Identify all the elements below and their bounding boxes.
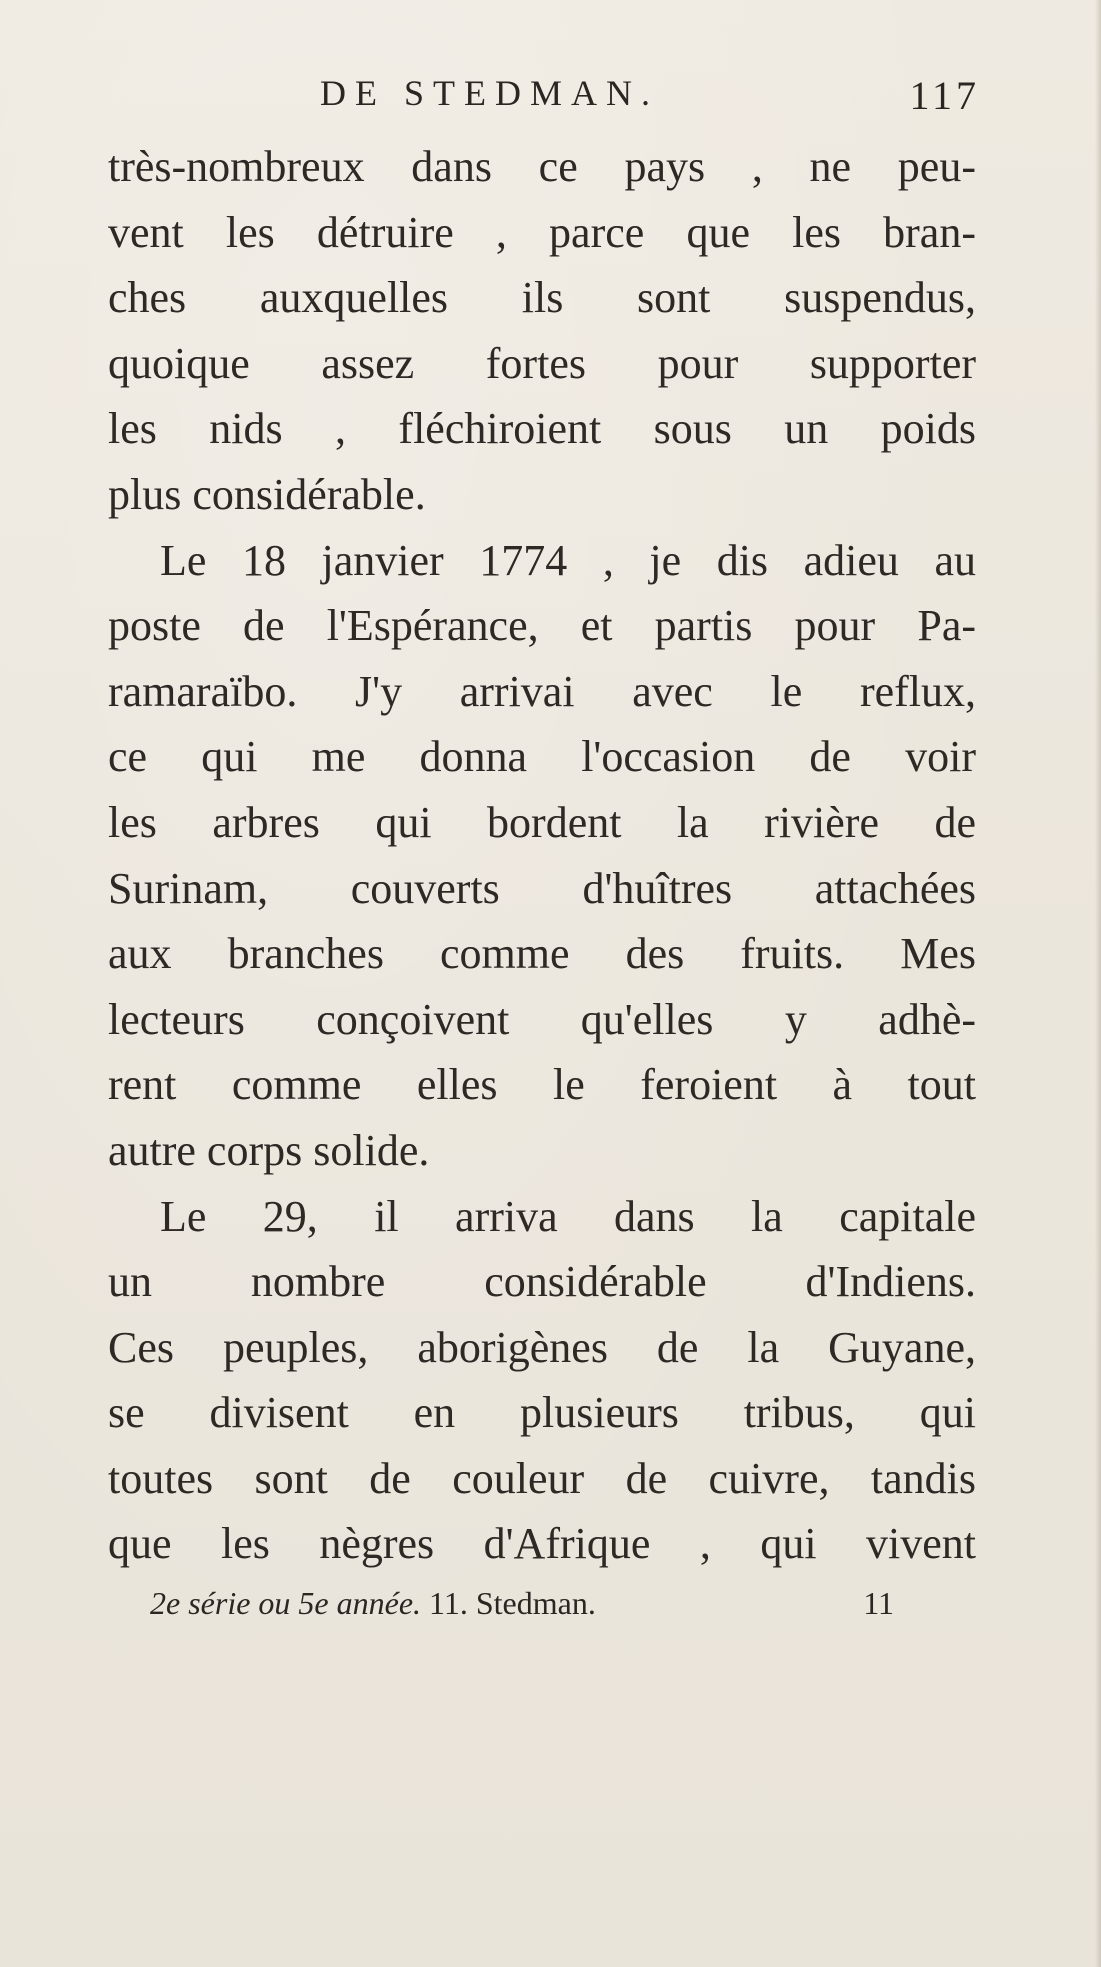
signature-sheet: 11 — [863, 1585, 894, 1621]
text-line: que les nègres d'Afrique , qui vivent — [108, 1519, 976, 1569]
text-line: Ces peuples, aborigènes de la Guyane, — [108, 1322, 976, 1372]
text-line: les arbres qui bordent la rivière de — [108, 797, 976, 847]
text-line: poste de l'Espérance, et partis pour Pa- — [108, 601, 976, 651]
text-line: les nids , fléchiroient sous un poids — [108, 404, 976, 454]
text-line: rent comme elles le feroient à tout — [108, 1060, 976, 1110]
text-line: très-nombreux dans ce pays , ne peu- — [108, 142, 976, 191]
running-title: DE STEDMAN. — [320, 73, 659, 113]
body-text — [108, 134, 976, 1577]
text-line: lecteurs conçoivent qu'elles y adhè- — [108, 994, 976, 1044]
text-line: Le 18 janvier 1774 , je dis adieu au — [160, 535, 976, 585]
signature-series: 2e série ou 5e année. — [150, 1585, 422, 1621]
text-line: toutes sont de couleur de cuivre, tandis — [108, 1453, 976, 1503]
signature-volume: 11. Stedman. — [429, 1585, 596, 1621]
text-line: plus considérable. — [108, 469, 426, 519]
text-line: ches auxquelles ils sont suspendus, — [108, 273, 976, 323]
page-number: 117 — [909, 73, 980, 118]
text-line: se divisent en plusieurs tribus, qui — [108, 1388, 976, 1438]
text-line: ce qui me donna l'occasion de voir — [108, 732, 976, 782]
text-line: Surinam, couverts d'huîtres attachées — [108, 863, 976, 913]
page-header — [320, 72, 980, 132]
text-line: Le 29, il arriva dans la capitale — [160, 1191, 976, 1241]
text-line: quoique assez fortes pour supporter — [108, 338, 976, 388]
text-line: un nombre considérable d'Indiens. — [108, 1257, 976, 1307]
printer-signature — [150, 1585, 894, 1622]
text-line: aux branches comme des fruits. Mes — [108, 929, 976, 979]
text-line: ramaraïbo. J'y arrivai avec le reflux, — [108, 666, 976, 716]
text-line: vent les détruire , parce que les bran- — [108, 207, 976, 257]
text-line: autre corps solide. — [108, 1125, 430, 1175]
